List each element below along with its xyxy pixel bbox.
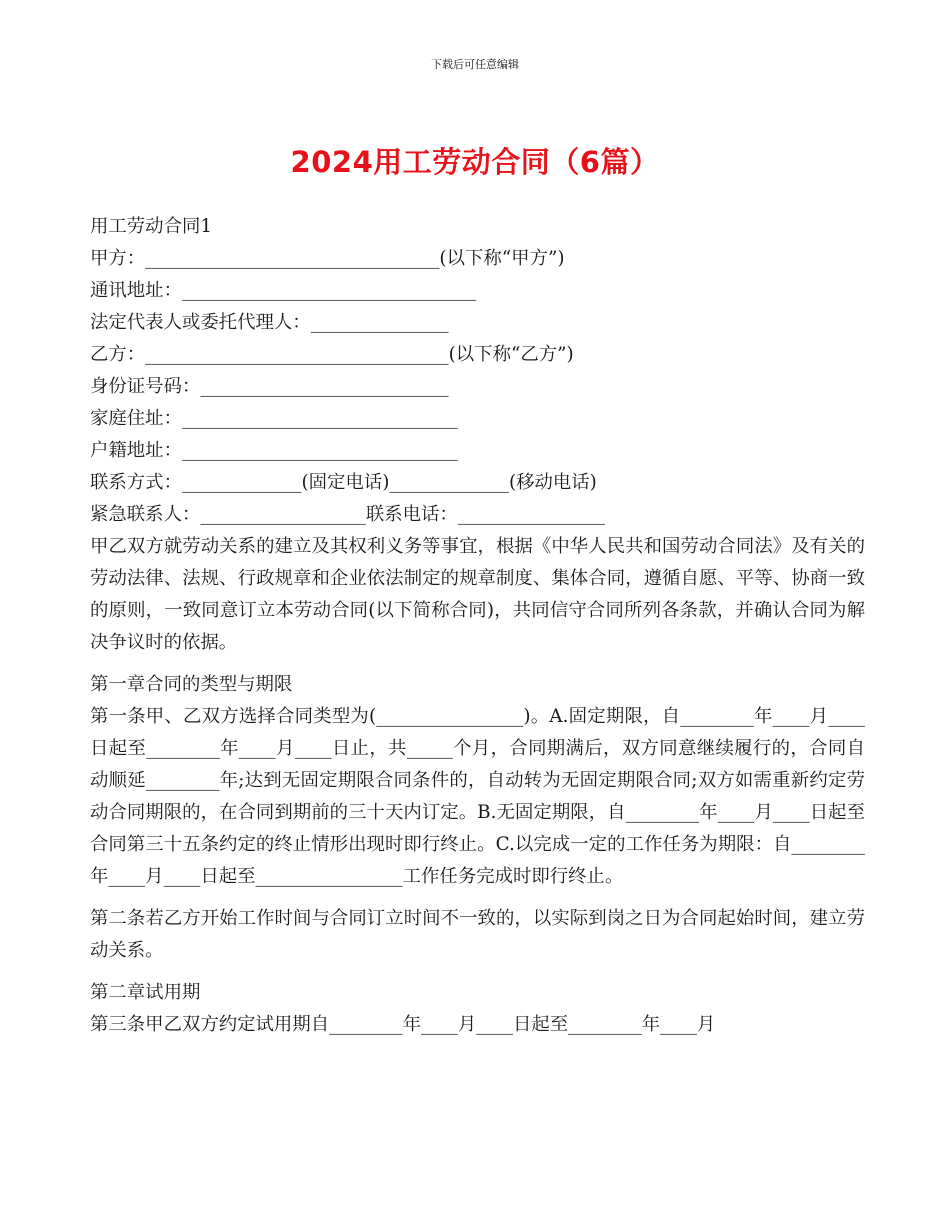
article-3-paragraph: 第三条甲乙双方约定试用期自________年____月____日起至________年____月 [90,1014,716,1035]
party-a-line: 甲方：________________________________(以下称“甲方”) [90,248,565,269]
article-1-paragraph: 第一条甲、乙双方选择合同类型为(________________)。A.固定期限，自________年____月____日起至________年____月____日止，共_____个月，合同期满后，双方同意继续履行的，合同自动顺延________年;达到无固定期限合同条件的，自动转为无固定期限合同;双方如需重新约定劳动合同期限的，在合同到期前的三十天内订定。B.无固定期限，自________年____月____日起至合同第三十五条约定的终止情形出现时即行终止。C.以完成一定的工作任务为期限：自________年____月____日起至________________工作任务完成时即行终止。 [90,706,865,887]
party-b-line: 乙方：_________________________________(以下称“乙方”) [90,344,574,365]
id-number-line: 身份证号码：___________________________ [90,376,449,397]
contact-line: 联系方式：_____________(固定电话)_____________(移动电话) [90,472,597,493]
chapter-1-heading: 第一章合同的类型与期限 [90,674,293,695]
document-title: 2024用工劳动合同（6篇） [290,145,660,179]
address-line: 通讯地址：________________________________ [90,280,477,301]
document-body [90,211,865,1041]
household-address-line: 户籍地址：______________________________ [90,440,458,461]
chapter-2-heading: 第二章试用期 [90,982,201,1003]
intro-paragraph: 甲乙双方就劳动关系的建立及其权利义务等事宜，根据《中华人民共和国劳动合同法》及有关的劳动法律、法规、行政规章和企业依法制定的规章制度、集体合同，遵循自愿、平等、协商一致的原则，一致同意订立本劳动合同(以下简称合同)，共同信守合同所列各条款，并确认合同为解决争议时的依据。 [90,536,865,653]
article-2-paragraph: 第二条若乙方开始工作时间与合同订立时间不一致的，以实际到岗之日为合同起始时间，建立劳动关系。 [90,908,865,961]
section-title: 用工劳动合同1 [90,216,213,237]
header-note: 下载后可任意编辑 [431,58,519,71]
home-address-line: 家庭住址：______________________________ [90,408,458,429]
emergency-contact-line: 紧急联系人：__________________联系电话：________________ [90,504,605,525]
legal-rep-line: 法定代表人或委托代理人：_______________ [90,312,449,333]
